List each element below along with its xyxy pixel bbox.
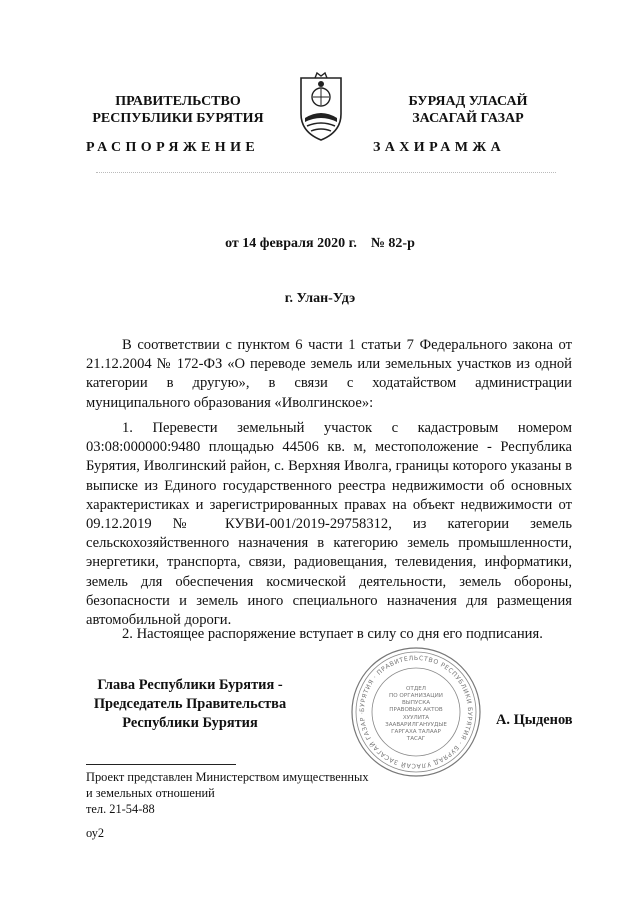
footer-line4: оу2 (86, 826, 105, 840)
footer-line1: Проект представлен Министерством имущественных (86, 770, 369, 784)
footer-divider (86, 764, 236, 765)
header-right (370, 93, 566, 127)
stamp-center-line8: ТАСАГ (406, 736, 426, 742)
paragraph-intro: В соответствии с пунктом 6 части 1 статьи 7 Федерального закона от 21.12.2004 № 172-ФЗ «О переводе земель или земельных участков из одной категории в другую», в связи с ходатайством администрации муниципального образования «Иволгинское»: (86, 337, 572, 411)
stamp-ring-text: БУРЯТИЯ · ПРАВИТЕЛЬСТВО РЕСПУБЛИКИ БУРЯТИЯ · БУРЯАД УЛАСАЙ ЗАСАГАЙ ГАЗАР · (358, 654, 474, 770)
signature-title-line2: Председатель Правительства (93, 696, 287, 712)
doc-type-right: ЗАХИРАМЖА (373, 140, 506, 155)
stamp-center-line4: ПРАВОВЫХ АКТОВ (389, 707, 443, 713)
paragraph-item-2: 2. Настоящее распоряжение вступает в силу со дня его подписания. (122, 626, 543, 642)
header-left-line1: ПРАВИТЕЛЬСТВО (115, 94, 241, 109)
header-left-line2: РЕСПУБЛИКИ БУРЯТИЯ (92, 111, 264, 126)
header-left (80, 93, 276, 127)
signature-title-line3: Республики Бурятия (122, 715, 258, 731)
header-right-line1: БУРЯАД УЛАСАЙ (408, 94, 528, 109)
stamp-center-line2: ПО ОРГАНИЗАЦИИ (389, 693, 443, 699)
paragraph-item-1: 1. Перевести земельный участок с кадастровым номером 03:08:000000:9480 площадью 44506 кв. м, местоположение - Республика Бурятия, Иволгинский район, с. Верхняя Иволга, границы которого указаны в выписке из Единого государственного реестра недвижимости об основных характеристиках и зарегистрированных правах на объект недвижимости от 09.12.2019 № КУВИ-001/2019-29758312, из категории земель сельскохозяйственного назначения в категорию земель промышленности, энергетики, транспорта, связи, радиовещания, телевидения, информатики, земель для обеспечения космической деятельности, земель обороны, безопасности и земель иного специального назначения для размещения автомобильной дороги. (86, 420, 572, 629)
header-right-line2: ЗАСАГАЙ ГАЗАР (412, 111, 524, 126)
stamp-center-line3: ВЫПУСКА (401, 700, 431, 706)
stamp-center-line7: ГАРГАХА ТАЛААР (391, 729, 441, 735)
footer-line3: тел. 21-54-88 (86, 802, 155, 816)
signature-title (70, 676, 310, 733)
signature-title-line1: Глава Республики Бурятия - (97, 677, 283, 693)
header-divider (96, 172, 556, 173)
official-stamp (348, 644, 484, 780)
coat-of-arms-icon (297, 70, 345, 142)
stamp-center-line1: ОТДЕЛ (406, 686, 426, 692)
city: г. Улан-Удэ (284, 291, 356, 306)
footer-line2: и земельных отношений (86, 786, 215, 800)
stamp-center-line5: ХУУЛИТА (402, 715, 430, 721)
doc-type-left: РАСПОРЯЖЕНИЕ (86, 140, 260, 155)
date-number: от 14 февраля 2020 г. № 82-р (225, 236, 415, 251)
signatory-name: А. Цыденов (496, 712, 573, 728)
stamp-center-line6: ЗААВАРИЛГАНУУДЫЕ (385, 722, 447, 728)
